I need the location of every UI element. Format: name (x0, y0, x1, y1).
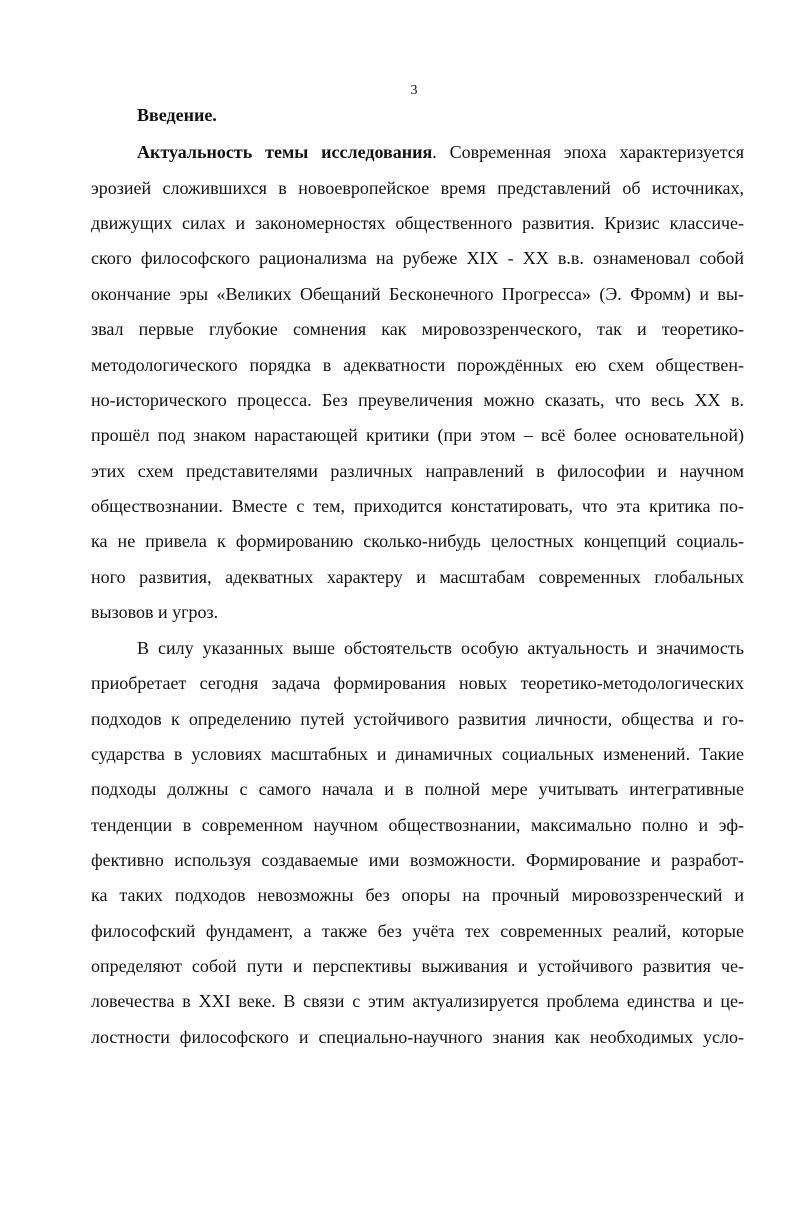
relevance-lead-bold: Актуальность темы исследования (137, 142, 433, 162)
paragraph-line (137, 140, 744, 164)
paragraph-line: ловечества в XXI веке. В связи с этим актуализируется проблема единства и це- (91, 991, 744, 1011)
paragraph-line: лостности философского и специально-научного знания как необходимых усло- (91, 1027, 744, 1047)
paragraph-line: подходы должны с самого начала и в полной мере учитывать интегративные (91, 779, 744, 799)
paragraph-line: окончание эры «Великих Обещаний Бесконечного Прогресса» (Э. Фромм) и вы- (91, 284, 744, 304)
paragraph-line: В силу указанных выше обстоятельств особую актуальность и значимость (137, 638, 744, 658)
paragraph-line: обществознании. Вместе с тем, приходится констатировать, что эта критика по- (91, 496, 744, 516)
paragraph-line: прошёл под знаком нарастающей критики (при этом – всё более основательной) (91, 425, 744, 445)
paragraph-line: философский фундамент, а также без учёта тех современных реалий, которые (91, 921, 744, 941)
paragraph-line: тенденции в современном научном обществознании, максимально полно и эф- (91, 815, 744, 835)
paragraph-line: определяют собой пути и перспективы выживания и устойчивого развития че- (91, 956, 744, 976)
relevance-lead-rest: . Современная эпоха характеризуется (432, 142, 744, 162)
paragraph-line: ного развития, адекватных характеру и масштабам современных глобальных (91, 567, 744, 587)
paragraph-line: движущих силах и закономерностях общественного развития. Кризис классиче- (91, 213, 744, 233)
paragraph-line: эрозией сложившихся в новоевропейское время представлений об источниках, (91, 178, 744, 198)
paragraph-line: но-исторического процесса. Без преувеличения можно сказать, что весь XX в. (91, 390, 744, 410)
paragraph-line: фективно используя создаваемые ими возможности. Формирование и разработ- (91, 850, 744, 870)
page-number: 3 (410, 83, 418, 98)
paragraph-line: приобретает сегодня задача формирования новых теоретико-методологических (91, 673, 744, 693)
paragraph-line: ка не привела к формированию сколько-нибудь целостных концепций социаль- (91, 531, 744, 551)
paragraph-line: вызовов и угроз. (91, 602, 219, 622)
paragraph-line: методологического порядка в адекватности порождённых ею схем обществен- (91, 355, 744, 375)
paragraph-line: ка таких подходов невозможны без опоры на прочный мировоззренческий и (91, 885, 744, 905)
paragraph-line: подходов к определению путей устойчивого развития личности, общества и го- (91, 709, 744, 729)
paragraph-line: звал первые глубокие сомнения как мировоззренческого, так и теоретико- (91, 319, 744, 339)
paragraph-line: этих схем представителями различных направлений в философии и научном (91, 461, 744, 481)
paragraph-line: ского философского рационализма на рубеже XIX - XX в.в. ознаменовал собой (91, 248, 744, 268)
section-heading: Введение. (137, 105, 217, 125)
paragraph-line: сударства в условиях масштабных и динамичных социальных изменений. Такие (91, 744, 744, 764)
